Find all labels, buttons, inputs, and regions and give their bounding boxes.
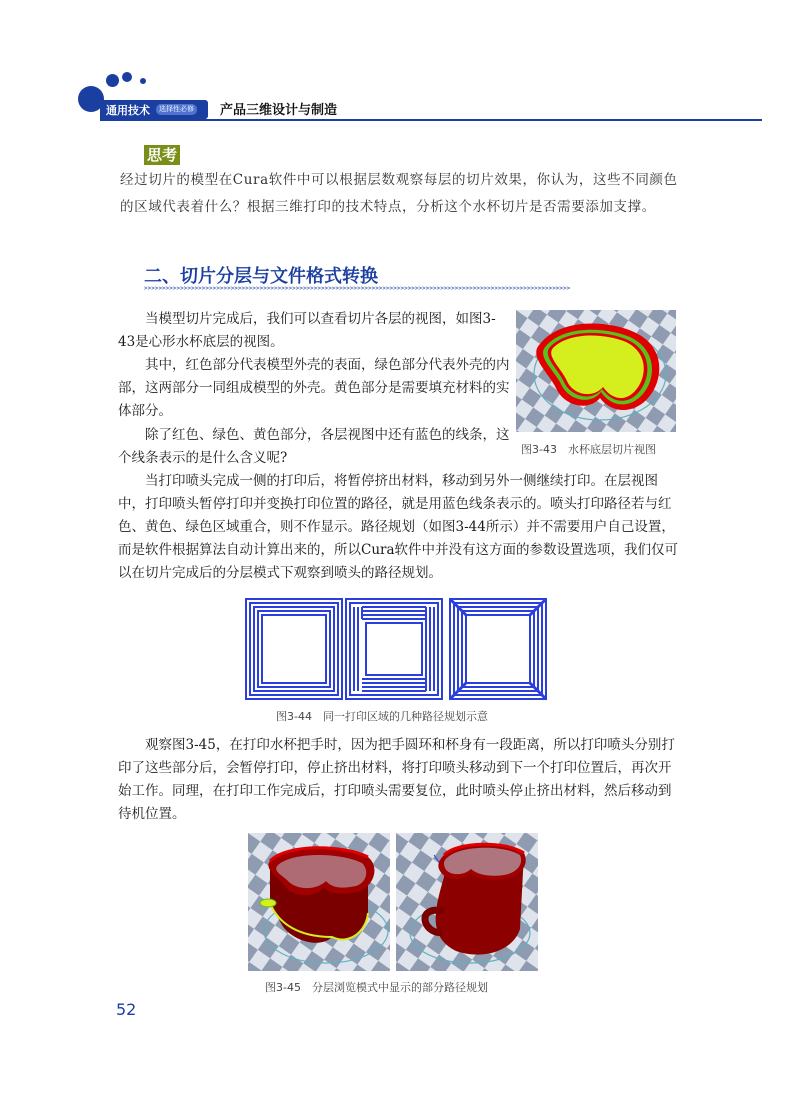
paragraph-3: 除了红色、绿色、黄色部分，各层视图中还有蓝色的线条，这个线条表示的是什么含义呢? <box>118 427 510 466</box>
paragraph-4: 当打印喷头完成一侧的打印后，将暂停挤出材料，移动到另外一侧继续打印。在层视图中，打印喷头暂停打印并变换打印位置的路径，就是用蓝色线条表示的。喷头打印路径若与红色、黄色、绿色区域重合，则不作显示。路径规划（如图3-44所示）并不需要用户自己设置，而是软件根据算法自动计算出来的，所以Cura软件中并没有这方面的参数设置选项，我们仅可以在切片完成后的分层模式下观察到喷头的路径规划。 <box>118 473 679 581</box>
heart-layer-image <box>516 310 676 432</box>
paragraph-5: 观察图3-45，在打印水杯把手时，因为把手圆环和杯身有一段距离，所以打印喷头分别打印了这些部分后，会暂停打印，停止挤出材料，将打印喷头移动到下一个打印位置后，再次开始工作。同理，在打印工作完成后，打印喷头需要复位，此时喷头停止挤出材料，然后移动到待机位置。 <box>118 737 675 822</box>
series-main-label: 通用技术 <box>106 104 150 117</box>
heading-arrow-rule: >>>>>>>>>>>>>>>>>>>>>>>>>>>>>>>>>>>>>>>>>>>>>>>>>>>>>>>>>>>>>>>>>>>>>>>>>>>>>>>>>>>>>>>>>>>>>>>>>>>>>>>>>>>>>>>>>>>>>> <box>144 285 571 292</box>
dot-medium <box>106 74 119 87</box>
figure-3-45-cup-shell-view <box>248 833 390 971</box>
paragraph-1: 当模型切片完成后，我们可以查看切片各层的视图，如图3-43是心形水杯底层的视图。 <box>118 311 496 350</box>
paragraph-2: 其中，红色部分代表模型外壳的表面，绿色部分代表外壳的内部，这两部分一同组成模型的外壳。黄色部分是需要填充材料的实体部分。 <box>118 357 510 419</box>
dot-small <box>122 72 132 82</box>
figure-3-43-caption: 图3-43 水杯底层切片视图 <box>521 443 656 456</box>
think-label: 思考 <box>144 145 180 165</box>
cup-handle-image <box>396 833 538 971</box>
figure-3-44-path-planning <box>244 597 548 701</box>
section-heading: 二、切片分层与文件格式转换 <box>144 266 378 287</box>
dot-tiny <box>140 78 146 84</box>
figure-3-45-cup-handle-view <box>396 833 538 971</box>
series-sub-label: 选择性必修 <box>156 104 197 115</box>
figure-3-45-caption: 图3-45 分层浏览模式中显示的部分路径规划 <box>265 981 488 994</box>
path-pattern-zigzag <box>346 599 442 699</box>
cup-shell-image <box>248 833 390 971</box>
path-pattern-diagonal <box>450 599 546 699</box>
think-text: 经过切片的模型在Cura软件中可以根据层数观察每层的切片效果，你认为，这些不同颜色的区域代表着什么？根据三维打印的技术特点，分析这个水杯切片是否需要添加支撑。 <box>120 172 678 215</box>
header-rule <box>100 119 762 121</box>
path-pattern-concentric <box>246 599 342 699</box>
figure-3-44-caption: 图3-44 同一打印区域的几种路径规划示意 <box>276 710 488 723</box>
book-title: 产品三维设计与制造 <box>220 103 338 118</box>
figure-3-43-heart-cup-bottom-layer <box>516 310 676 432</box>
page-number: 52 <box>116 1000 137 1019</box>
series-tab <box>100 100 208 119</box>
